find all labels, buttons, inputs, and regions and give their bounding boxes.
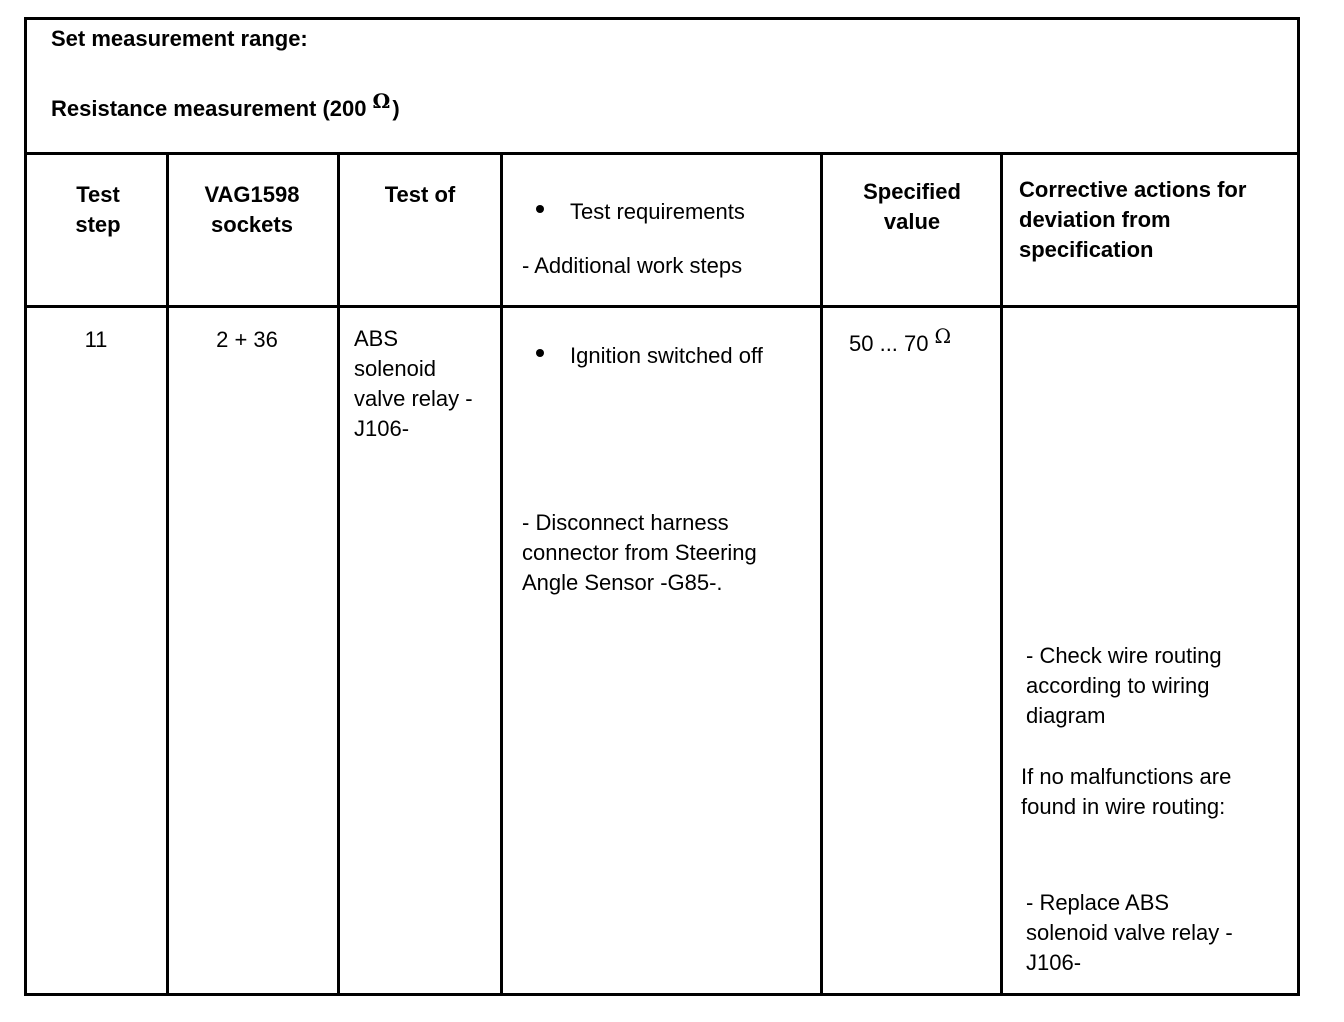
measurement-table — [24, 17, 1300, 996]
header-line: Test of — [384, 182, 456, 207]
col-header-specified-value — [826, 177, 998, 237]
resistance-measurement — [51, 89, 400, 124]
cell-action-replace-relay — [1026, 888, 1233, 978]
cell-line: solenoid — [354, 356, 436, 381]
col-header-corrective-actions — [1019, 175, 1246, 265]
cell-work-step — [522, 508, 757, 598]
column-divider — [166, 152, 169, 996]
header-line: sockets — [211, 212, 293, 237]
cell-line: J106- — [1026, 950, 1082, 975]
cell-action-check-wiring — [1026, 641, 1222, 731]
col-header-test-step — [34, 180, 162, 240]
cell-condition — [1021, 762, 1231, 822]
measurement-range-title: Set measurement range: — [51, 26, 308, 51]
column-header-divider — [24, 305, 1300, 308]
col-header-sockets — [172, 180, 332, 240]
col-header-test-requirements — [536, 197, 745, 227]
cell-sockets: 2 + 36 — [216, 327, 278, 352]
bullet-icon — [536, 205, 544, 213]
resistance-label: Resistance measurement (200 — [51, 96, 367, 121]
header-line: Specified — [863, 179, 961, 204]
header-divider — [24, 152, 1300, 155]
cell-requirement — [536, 341, 763, 371]
cell-line: - Check wire routing — [1026, 643, 1222, 668]
column-divider — [337, 152, 340, 996]
cell-line: connector from Steering — [522, 540, 757, 565]
cell-line: Ignition switched off — [570, 343, 763, 368]
ohm-symbol: Ω — [372, 89, 391, 113]
header-line: VAG1598 — [204, 182, 300, 207]
header-line: deviation from — [1019, 207, 1171, 232]
col-header-test-of — [342, 180, 498, 210]
column-divider — [1000, 152, 1003, 996]
cell-line: - Replace ABS — [1026, 890, 1170, 915]
header-line: specification — [1019, 237, 1154, 262]
cell-line: valve relay - — [354, 386, 473, 411]
header-line: step — [75, 212, 121, 237]
cell-line: found in wire routing: — [1021, 794, 1226, 819]
header-line: value — [883, 209, 941, 234]
ohm-symbol: Ω — [934, 324, 952, 348]
header-line: Corrective actions for — [1019, 177, 1247, 202]
resistance-close: ) — [392, 96, 400, 121]
cell-line: Angle Sensor -G85-. — [522, 570, 723, 595]
cell-specified-value — [849, 324, 953, 359]
cell-line: solenoid valve relay - — [1026, 920, 1233, 945]
cell-line: ABS — [354, 326, 399, 351]
cell-line: - Disconnect harness — [522, 510, 729, 535]
cell-test-step: 11 — [84, 327, 108, 352]
header-line: Test — [76, 182, 120, 207]
cell-line: If no malfunctions are — [1021, 764, 1232, 789]
column-divider — [820, 152, 823, 996]
cell-line: J106- — [354, 416, 410, 441]
column-divider — [500, 152, 503, 996]
cell-line: diagram — [1026, 703, 1106, 728]
col-header-additional-steps: - Additional work steps — [522, 253, 743, 278]
header-line: Test requirements — [570, 199, 745, 224]
value-range: 50 ... 70 — [849, 331, 929, 356]
cell-line: according to wiring — [1026, 673, 1210, 698]
bullet-icon — [536, 349, 544, 357]
cell-test-of — [354, 324, 473, 444]
